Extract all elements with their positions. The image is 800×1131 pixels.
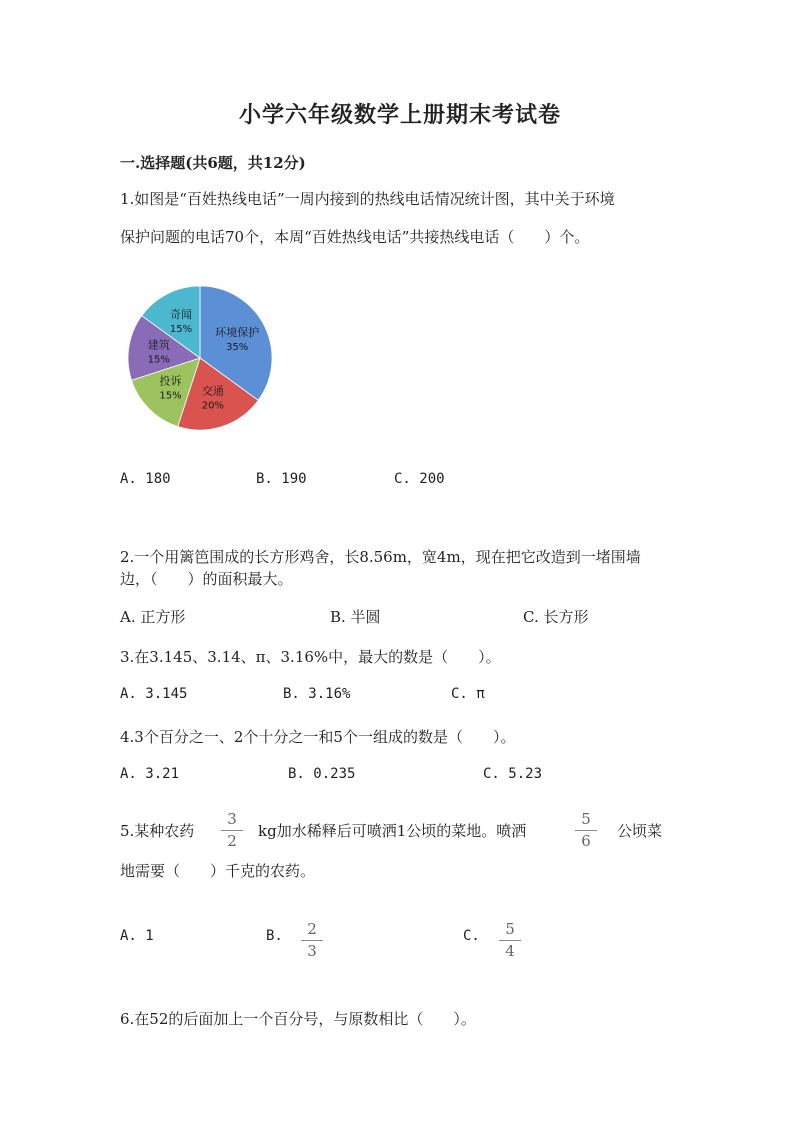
q2-text-line1: 2.一个用篱笆围成的长方形鸡舍，长8.56m，宽4m，现在把它改造到一堵围墙 bbox=[120, 548, 641, 566]
pie-label-1: 环境保护 bbox=[215, 326, 260, 340]
fraction-numerator: 3 bbox=[221, 812, 243, 831]
q5-text-part3: 公顷菜 bbox=[617, 822, 663, 840]
q5-option-c[interactable]: C. bbox=[463, 928, 480, 944]
fraction-numerator: 5 bbox=[499, 922, 521, 941]
fraction-denominator: 6 bbox=[581, 832, 591, 850]
q5-option-a[interactable]: A. 1 bbox=[120, 928, 154, 944]
q1-option-b[interactable]: B. 190 bbox=[256, 471, 307, 487]
q3-option-a[interactable]: A. 3.145 bbox=[120, 686, 188, 702]
q3-option-b[interactable]: B. 3.16% bbox=[283, 686, 351, 702]
pie-label-3: 投诉 bbox=[159, 374, 182, 388]
q5-option-b[interactable]: B. bbox=[266, 928, 283, 944]
pie-percent-2: 20% bbox=[201, 400, 225, 412]
q5-text-line2: 地需要（ ）千克的农药。 bbox=[120, 862, 316, 880]
q2-text-line2: 边，（ ）的面积最大。 bbox=[120, 570, 293, 588]
q5-fraction-3-2 bbox=[221, 812, 243, 849]
fraction-numerator: 2 bbox=[301, 922, 323, 941]
pie-percent-4: 15% bbox=[147, 354, 170, 366]
q4-option-b[interactable]: B. 0.235 bbox=[288, 766, 356, 782]
pie-chart bbox=[120, 278, 280, 438]
q1-option-c[interactable]: C. 200 bbox=[394, 471, 445, 487]
q4-text: 4.3个百分之一、2个十分之一和5个一组成的数是（ ）。 bbox=[120, 728, 516, 746]
pie-percent-5: 15% bbox=[169, 323, 193, 335]
q3-option-c[interactable]: C. π bbox=[451, 686, 485, 702]
q2-option-b[interactable]: B. 半圆 bbox=[330, 608, 381, 626]
q4-option-a[interactable]: A. 3.21 bbox=[120, 766, 180, 782]
pie-percent-1: 35% bbox=[226, 342, 249, 354]
q5-option-c-fraction bbox=[499, 922, 521, 959]
q6-text: 6.在52的后面加上一个百分号，与原数相比（ ）。 bbox=[120, 1010, 476, 1028]
fraction-denominator: 3 bbox=[307, 942, 317, 960]
section-heading: 一.选择题(共6题，共12分) bbox=[120, 154, 306, 172]
fraction-denominator: 2 bbox=[227, 832, 237, 850]
fraction-denominator: 4 bbox=[505, 942, 515, 960]
q5-option-b-fraction bbox=[301, 922, 323, 959]
q4-option-c[interactable]: C. 5.23 bbox=[483, 766, 543, 782]
q5-text-part2: kg加水稀释后可喷洒1公顷的菜地。喷洒 bbox=[258, 822, 527, 840]
fraction-numerator: 5 bbox=[575, 812, 597, 831]
q5-text-part1: 5.某种农药 bbox=[120, 822, 195, 840]
q2-option-c[interactable]: C. 长方形 bbox=[523, 608, 589, 626]
pie-label-5: 奇闻 bbox=[170, 307, 193, 321]
q1-option-a[interactable]: A. 180 bbox=[120, 471, 171, 487]
q1-text-line1: 1.如图是“百姓热线电话”一周内接到的热线电话情况统计图，其中关于环境 bbox=[120, 190, 615, 208]
q3-text: 3.在3.145、3.14、π、3.16%中，最大的数是（ ）。 bbox=[120, 648, 501, 666]
pie-label-4: 建筑 bbox=[147, 338, 170, 352]
page-title: 小学六年级数学上册期末考试卷 bbox=[238, 102, 561, 128]
q5-fraction-5-6 bbox=[575, 812, 597, 849]
pie-label-2: 交通 bbox=[201, 384, 224, 398]
pie-percent-3: 15% bbox=[159, 390, 182, 402]
q2-option-a[interactable]: A. 正方形 bbox=[120, 608, 186, 626]
q1-text-line2: 保护问题的电话70个，本周“百姓热线电话”共接热线电话（ ）个。 bbox=[120, 228, 590, 246]
